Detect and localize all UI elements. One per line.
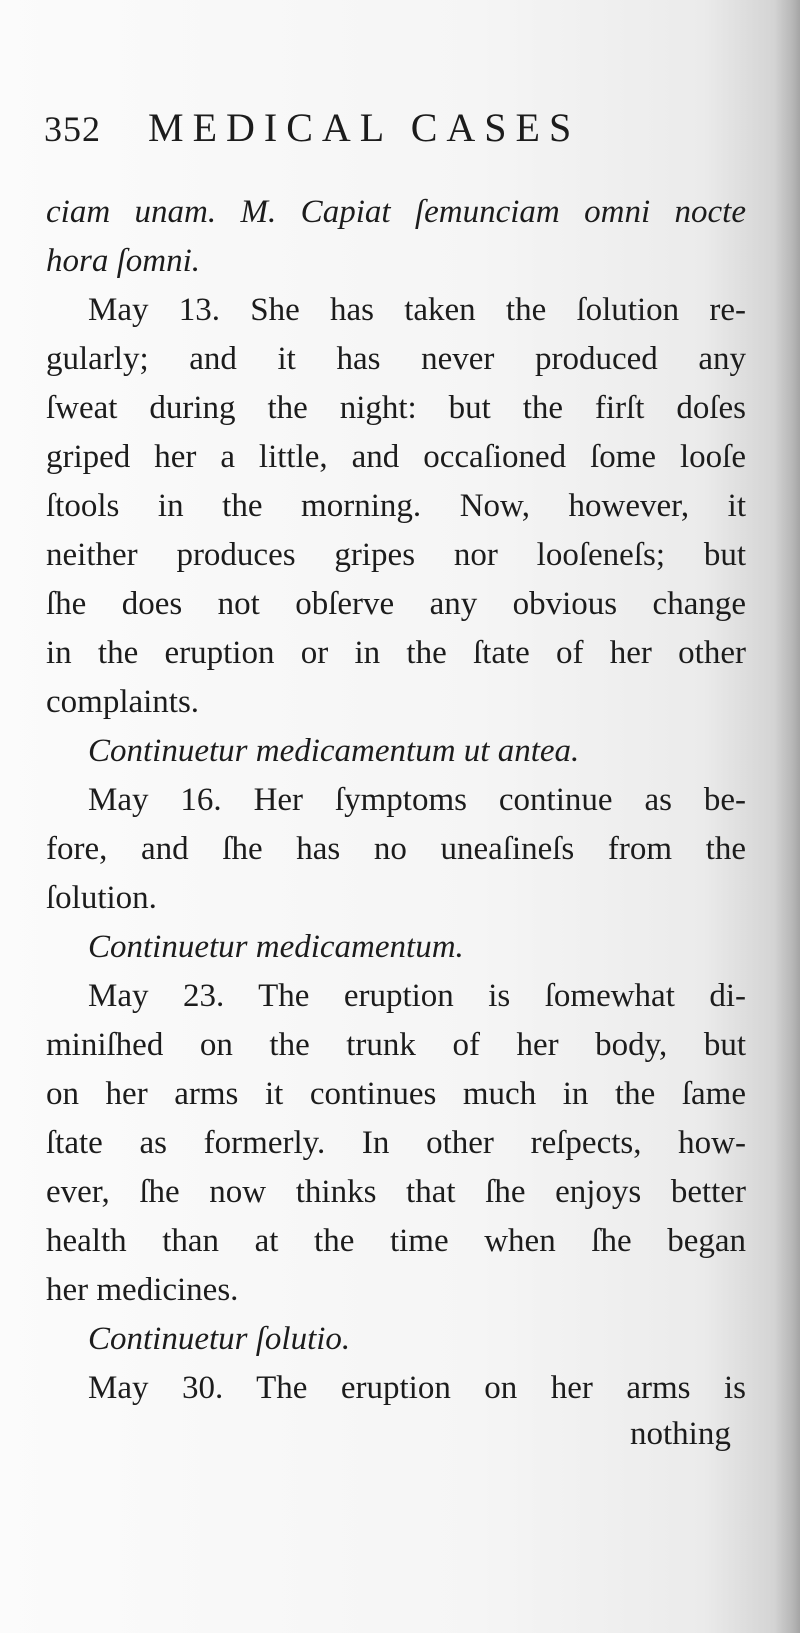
text-line: ciam unam. M. Capiat ſemunciam omni nocte xyxy=(46,194,746,230)
text-line: fore, and ſhe has no uneaſineſs from the xyxy=(46,831,746,867)
text-line: May 16. Her ſymptoms continue as be- xyxy=(88,782,746,818)
text-line: Continuetur medicamentum ut antea. xyxy=(88,733,580,769)
text-line: her medicines. xyxy=(46,1272,239,1308)
page-edge-shadow xyxy=(774,0,800,1633)
text-line: griped her a little, and occaſioned ſome looſe xyxy=(46,439,746,475)
text-line: health than at the time when ſhe began xyxy=(46,1223,746,1259)
text-line: ever, ſhe now thinks that ſhe enjoys better xyxy=(46,1174,746,1210)
text-line: ſweat during the night: but the firſt doſes xyxy=(46,390,746,426)
text-line: Continuetur medicamentum. xyxy=(88,929,464,965)
text-line: Continuetur ſolutio. xyxy=(88,1321,351,1357)
text-line: ſtate as formerly. In other reſpects, how- xyxy=(46,1125,746,1161)
running-head: MEDICAL CASES xyxy=(148,105,581,150)
page-header xyxy=(44,104,744,164)
text-line: May 23. The eruption is ſomewhat di- xyxy=(88,978,746,1014)
text-line: complaints. xyxy=(46,684,200,720)
page-number: 352 xyxy=(44,109,101,149)
text-line: gularly; and it has never produced any xyxy=(46,341,746,377)
text-line: hora ſomni. xyxy=(46,243,201,279)
text-line: May 30. The eruption on her arms is xyxy=(88,1370,746,1406)
catchword: nothing xyxy=(630,1416,731,1452)
text-line: on her arms it continues much in the ſame xyxy=(46,1076,746,1112)
text-line: ſolution. xyxy=(46,880,157,916)
text-line: May 13. She has taken the ſolution re- xyxy=(88,292,746,328)
text-line: miniſhed on the trunk of her body, but xyxy=(46,1027,746,1063)
text-line: ſhe does not obſerve any obvious change xyxy=(46,586,746,622)
text-line: in the eruption or in the ſtate of her other xyxy=(46,635,746,671)
text-line: ſtools in the morning. Now, however, it xyxy=(46,488,746,524)
text-line: neither produces gripes nor looſeneſs; but xyxy=(46,537,746,573)
